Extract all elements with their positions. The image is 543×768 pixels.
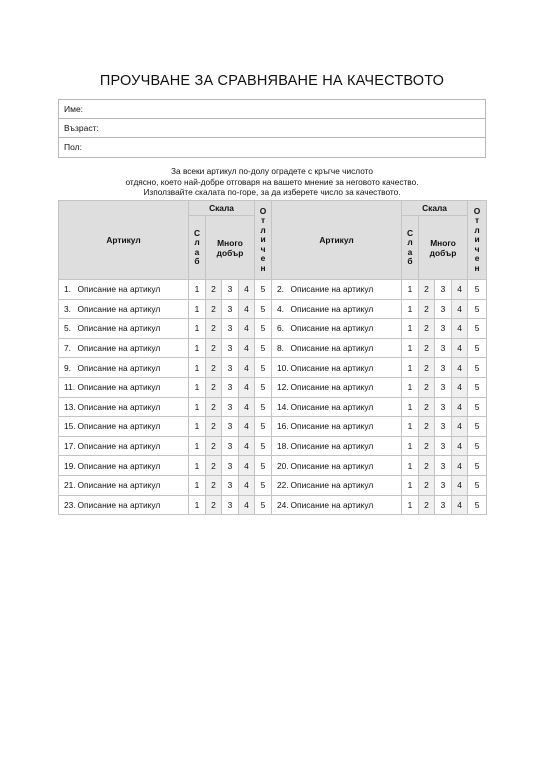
table-row: [59, 436, 487, 456]
item-number: 10.: [272, 358, 290, 378]
rating-option-1[interactable]: 1: [189, 319, 206, 339]
rating-option-3[interactable]: 3: [222, 475, 239, 495]
item-number: 6.: [272, 319, 290, 339]
rating-option-5[interactable]: 5: [468, 338, 487, 358]
rating-option-5[interactable]: 5: [255, 319, 272, 339]
rating-option-5[interactable]: 5: [468, 397, 487, 417]
rating-option-3[interactable]: 3: [435, 456, 452, 476]
rating-option-1[interactable]: 1: [189, 456, 206, 476]
rating-option-4[interactable]: 4: [239, 319, 255, 339]
rating-option-2[interactable]: 2: [206, 377, 222, 397]
item-header-left: Артикул: [59, 201, 189, 280]
rating-option-4[interactable]: 4: [239, 280, 255, 300]
table-row: [59, 299, 487, 319]
rating-option-3[interactable]: 3: [222, 358, 239, 378]
rating-option-2[interactable]: 2: [206, 475, 222, 495]
item-number: 22.: [272, 475, 290, 495]
scale-low-right: С л а б: [402, 216, 419, 280]
item-number: 19.: [59, 456, 77, 476]
item-description: Описание на артикул: [77, 397, 189, 417]
rating-option-4[interactable]: 4: [452, 495, 468, 515]
rating-option-3[interactable]: 3: [222, 377, 239, 397]
age-field[interactable]: Възраст:: [59, 119, 485, 138]
rating-option-4[interactable]: 4: [239, 475, 255, 495]
rating-option-2[interactable]: 2: [206, 397, 222, 417]
item-number: 15.: [59, 417, 77, 437]
instruction-line: отдясно, което най-добре отговаря на вашето мнение за неговото качество.: [125, 176, 419, 187]
rating-option-5[interactable]: 5: [468, 495, 487, 515]
item-description: Описание на артикул: [77, 377, 189, 397]
item-description: Описание на артикул: [77, 299, 189, 319]
rating-option-2[interactable]: 2: [419, 377, 435, 397]
item-number: 9.: [59, 358, 77, 378]
rating-option-2[interactable]: 2: [206, 436, 222, 456]
item-description: Описание на артикул: [77, 456, 189, 476]
rating-option-5[interactable]: 5: [468, 358, 487, 378]
item-description: Описание на артикул: [77, 319, 189, 339]
table-row: [59, 475, 487, 495]
item-description: Описание на артикул: [290, 358, 402, 378]
rating-option-4[interactable]: 4: [452, 456, 468, 476]
rating-option-5[interactable]: 5: [255, 358, 272, 378]
rating-option-2[interactable]: 2: [206, 417, 222, 437]
rating-option-5[interactable]: 5: [255, 338, 272, 358]
gender-field[interactable]: Пол:: [64, 142, 82, 152]
rating-option-3[interactable]: 3: [435, 377, 452, 397]
rating-option-3[interactable]: 3: [435, 397, 452, 417]
item-number: 16.: [272, 417, 290, 437]
scale-low-left: С л а б: [189, 216, 206, 280]
rating-option-5[interactable]: 5: [468, 377, 487, 397]
rating-table-body: [59, 280, 487, 515]
rating-option-4[interactable]: 4: [452, 436, 468, 456]
rating-option-1[interactable]: 1: [189, 299, 206, 319]
rating-option-1[interactable]: 1: [189, 338, 206, 358]
item-number: 11.: [59, 377, 77, 397]
rating-option-3[interactable]: 3: [435, 417, 452, 437]
rating-option-3[interactable]: 3: [222, 338, 239, 358]
rating-option-2[interactable]: 2: [206, 338, 222, 358]
item-description: Описание на артикул: [77, 436, 189, 456]
rating-option-3[interactable]: 3: [435, 358, 452, 378]
scale-header-right: Скала: [402, 201, 468, 216]
rating-option-4[interactable]: 4: [452, 417, 468, 437]
scale-high-right: О т л и ч е н: [468, 201, 487, 280]
rating-option-1[interactable]: 1: [402, 358, 419, 378]
rating-option-1[interactable]: 1: [402, 397, 419, 417]
item-description: Описание на артикул: [290, 456, 402, 476]
rating-option-5[interactable]: 5: [255, 436, 272, 456]
rating-option-3[interactable]: 3: [435, 280, 452, 300]
rating-option-2[interactable]: 2: [206, 495, 222, 515]
rating-option-2[interactable]: 2: [419, 475, 435, 495]
scale-high-left: О т л и ч е н: [255, 201, 272, 280]
item-number: 12.: [272, 377, 290, 397]
rating-option-3[interactable]: 3: [222, 299, 239, 319]
item-description: Описание на артикул: [77, 475, 189, 495]
rating-option-4[interactable]: 4: [452, 475, 468, 495]
rating-option-4[interactable]: 4: [452, 377, 468, 397]
rating-option-4[interactable]: 4: [452, 358, 468, 378]
rating-option-1[interactable]: 1: [189, 397, 206, 417]
rating-option-2[interactable]: 2: [419, 338, 435, 358]
rating-option-4[interactable]: 4: [452, 299, 468, 319]
item-description: Описание на артикул: [290, 299, 402, 319]
item-description: Описание на артикул: [77, 495, 189, 515]
rating-option-2[interactable]: 2: [206, 358, 222, 378]
rating-option-1[interactable]: 1: [402, 436, 419, 456]
rating-option-4[interactable]: 4: [452, 319, 468, 339]
rating-option-4[interactable]: 4: [239, 417, 255, 437]
item-number: 2.: [272, 280, 290, 300]
rating-option-5[interactable]: 5: [255, 397, 272, 417]
item-description: Описание на артикул: [290, 417, 402, 437]
table-row: [59, 495, 487, 515]
rating-option-2[interactable]: 2: [206, 456, 222, 476]
rating-option-5[interactable]: 5: [468, 299, 487, 319]
rating-option-4[interactable]: 4: [239, 338, 255, 358]
scale-header-left: Скала: [189, 201, 255, 216]
rating-option-3[interactable]: 3: [435, 338, 452, 358]
table-row: [59, 338, 487, 358]
rating-option-1[interactable]: 1: [402, 319, 419, 339]
rating-option-2[interactable]: 2: [419, 456, 435, 476]
item-description: Описание на артикул: [77, 338, 189, 358]
rating-option-4[interactable]: 4: [239, 436, 255, 456]
item-number: 3.: [59, 299, 77, 319]
item-description: Описание на артикул: [290, 280, 402, 300]
rating-option-4[interactable]: 4: [452, 397, 468, 417]
item-number: 21.: [59, 475, 77, 495]
instruction-line: Използвайте скалата по-горе, за да изберете число за качеството.: [143, 187, 401, 197]
rating-option-2[interactable]: 2: [419, 397, 435, 417]
rating-option-2[interactable]: 2: [206, 299, 222, 319]
rating-option-4[interactable]: 4: [239, 299, 255, 319]
item-number: 17.: [59, 436, 77, 456]
rating-option-3[interactable]: 3: [222, 280, 239, 300]
rating-option-2[interactable]: 2: [419, 417, 435, 437]
rating-option-1[interactable]: 1: [189, 358, 206, 378]
item-number: 20.: [272, 456, 290, 476]
rating-option-3[interactable]: 3: [222, 436, 239, 456]
respondent-info-box: [58, 99, 486, 158]
rating-option-2[interactable]: 2: [419, 280, 435, 300]
rating-option-1[interactable]: 1: [402, 338, 419, 358]
rating-option-4[interactable]: 4: [239, 358, 255, 378]
rating-option-2[interactable]: 2: [419, 358, 435, 378]
rating-option-1[interactable]: 1: [402, 456, 419, 476]
item-number: 7.: [59, 338, 77, 358]
rating-option-1[interactable]: 1: [189, 377, 206, 397]
rating-option-5[interactable]: 5: [468, 417, 487, 437]
rating-option-3[interactable]: 3: [222, 319, 239, 339]
item-description: Описание на артикул: [290, 495, 402, 515]
item-number: 14.: [272, 397, 290, 417]
rating-option-5[interactable]: 5: [468, 475, 487, 495]
table-row: [59, 358, 487, 378]
rating-option-4[interactable]: 4: [239, 377, 255, 397]
rating-option-1[interactable]: 1: [402, 377, 419, 397]
item-number: 18.: [272, 436, 290, 456]
rating-option-5[interactable]: 5: [255, 475, 272, 495]
rating-option-2[interactable]: 2: [206, 280, 222, 300]
table-row: [59, 377, 487, 397]
item-number: 13.: [59, 397, 77, 417]
item-description: Описание на артикул: [77, 358, 189, 378]
rating-table: [58, 200, 487, 515]
rating-option-2[interactable]: 2: [419, 495, 435, 515]
rating-option-5[interactable]: 5: [255, 456, 272, 476]
item-number: 24.: [272, 495, 290, 515]
scale-mid-right: Много добър: [419, 216, 468, 280]
table-row: [59, 280, 487, 300]
rating-option-5[interactable]: 5: [468, 319, 487, 339]
item-description: Описание на артикул: [290, 436, 402, 456]
rating-option-2[interactable]: 2: [419, 436, 435, 456]
rating-option-1[interactable]: 1: [189, 280, 206, 300]
item-description: Описание на артикул: [290, 397, 402, 417]
rating-option-1[interactable]: 1: [402, 475, 419, 495]
item-number: 1.: [59, 280, 77, 300]
rating-option-5[interactable]: 5: [255, 495, 272, 515]
rating-option-5[interactable]: 5: [255, 280, 272, 300]
item-number: 23.: [59, 495, 77, 515]
rating-option-4[interactable]: 4: [239, 397, 255, 417]
item-header-right: Артикул: [272, 201, 402, 280]
rating-option-4[interactable]: 4: [452, 338, 468, 358]
rating-option-5[interactable]: 5: [255, 299, 272, 319]
item-description: Описание на артикул: [290, 475, 402, 495]
rating-option-3[interactable]: 3: [435, 475, 452, 495]
rating-option-1[interactable]: 1: [402, 299, 419, 319]
rating-option-4[interactable]: 4: [239, 456, 255, 476]
page-title: ПРОУЧВАНЕ ЗА СРАВНЯВАНЕ НА КАЧЕСТВОТО: [99, 73, 445, 89]
table-row: [59, 397, 487, 417]
rating-option-3[interactable]: 3: [222, 417, 239, 437]
rating-option-3[interactable]: 3: [222, 456, 239, 476]
item-description: Описание на артикул: [77, 280, 189, 300]
rating-option-3[interactable]: 3: [222, 397, 239, 417]
rating-option-5[interactable]: 5: [255, 377, 272, 397]
table-row: [59, 456, 487, 476]
rating-option-1[interactable]: 1: [402, 417, 419, 437]
rating-option-4[interactable]: 4: [239, 495, 255, 515]
rating-option-3[interactable]: 3: [435, 436, 452, 456]
item-number: 8.: [272, 338, 290, 358]
rating-option-3[interactable]: 3: [435, 319, 452, 339]
rating-option-1[interactable]: 1: [189, 417, 206, 437]
rating-option-1[interactable]: 1: [189, 475, 206, 495]
rating-option-2[interactable]: 2: [206, 319, 222, 339]
rating-option-1[interactable]: 1: [189, 436, 206, 456]
instructions: [58, 166, 486, 198]
scale-mid-left: Много добър: [206, 216, 255, 280]
rating-option-5[interactable]: 5: [468, 280, 487, 300]
rating-option-1[interactable]: 1: [189, 495, 206, 515]
rating-option-3[interactable]: 3: [435, 299, 452, 319]
rating-option-5[interactable]: 5: [468, 436, 487, 456]
item-number: 4.: [272, 299, 290, 319]
rating-option-5[interactable]: 5: [255, 417, 272, 437]
name-field[interactable]: Име:: [59, 100, 485, 119]
rating-option-2[interactable]: 2: [419, 299, 435, 319]
item-description: Описание на артикул: [290, 377, 402, 397]
instruction-line: За всеки артикул по-долу оградете с кръгче числото: [171, 166, 373, 176]
item-number: 5.: [59, 319, 77, 339]
rating-option-2[interactable]: 2: [419, 319, 435, 339]
rating-option-3[interactable]: 3: [435, 495, 452, 515]
item-description: Описание на артикул: [77, 417, 189, 437]
table-row: [59, 319, 487, 339]
rating-option-5[interactable]: 5: [468, 456, 487, 476]
rating-option-1[interactable]: 1: [402, 495, 419, 515]
item-description: Описание на артикул: [290, 338, 402, 358]
rating-option-3[interactable]: 3: [222, 495, 239, 515]
rating-option-1[interactable]: 1: [402, 280, 419, 300]
rating-option-4[interactable]: 4: [452, 280, 468, 300]
item-description: Описание на артикул: [290, 319, 402, 339]
table-row: [59, 417, 487, 437]
